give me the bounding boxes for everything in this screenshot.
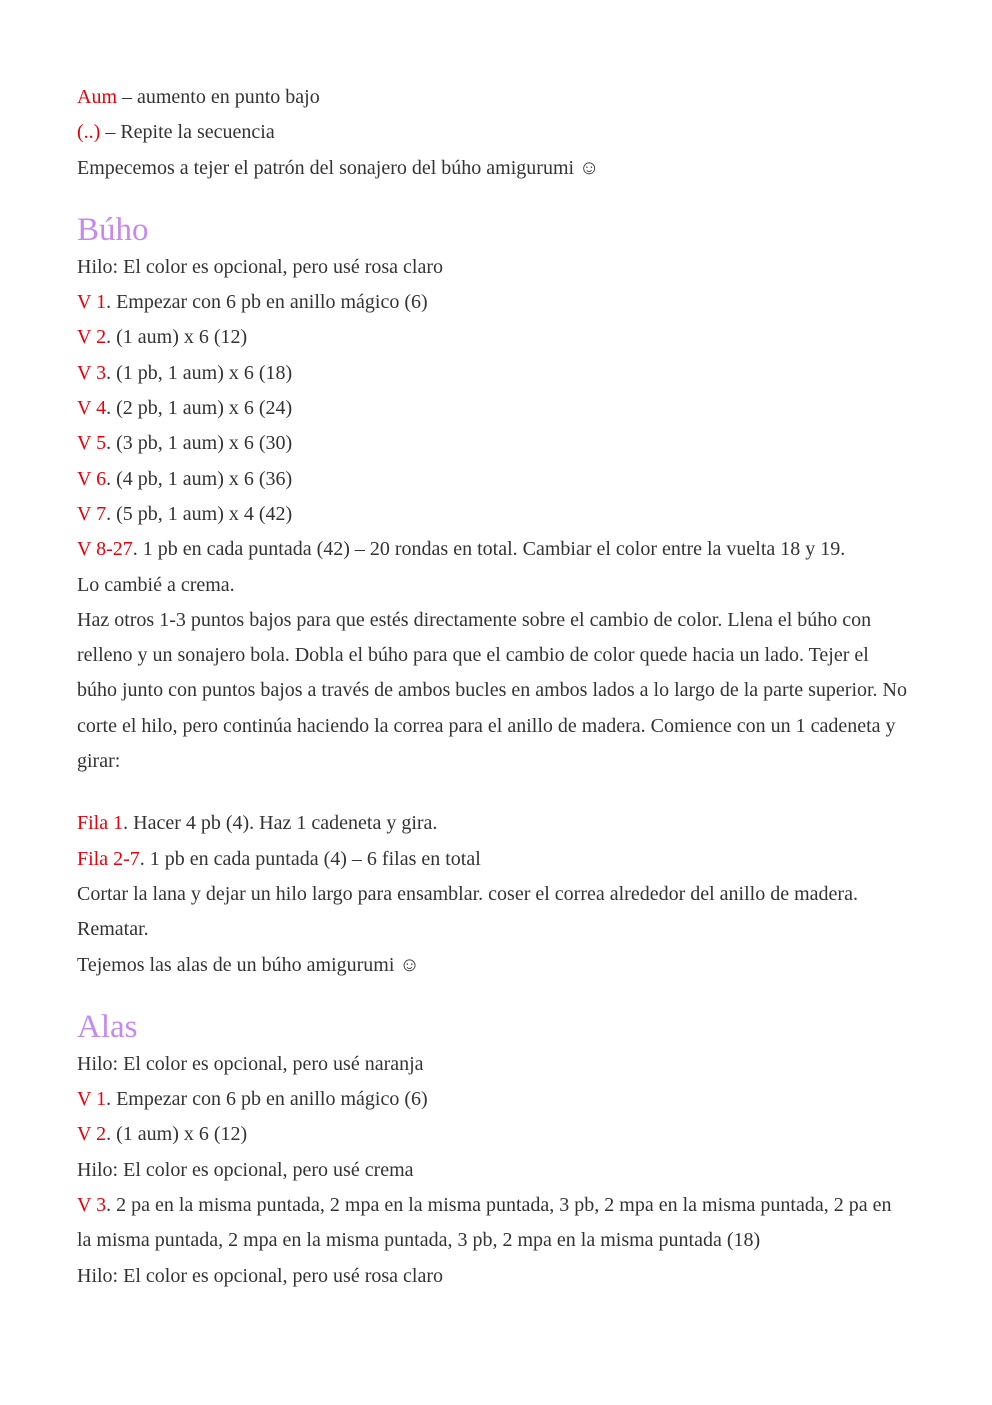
row-label: Fila 2-7 <box>77 847 140 870</box>
round-item <box>77 391 907 426</box>
round-label: V 7 <box>77 502 107 525</box>
round-item <box>77 356 907 391</box>
row-item <box>77 806 907 841</box>
row-item <box>77 842 907 877</box>
yarn-note: Hilo: El color es opcional, pero usé rosa claro <box>77 1264 443 1287</box>
row-text: . 1 pb en cada puntada (4) – 6 filas en total <box>139 847 481 870</box>
round-label: V 1 <box>77 291 107 314</box>
color-change-note: Lo cambié a crema. <box>77 573 235 596</box>
yarn-note: Hilo: El color es opcional, pero usé rosa claro <box>77 255 443 278</box>
round-label: V 6 <box>77 467 107 490</box>
round-item <box>77 462 907 497</box>
round-label: V 5 <box>77 432 107 455</box>
legend-desc: – Repite la secuencia <box>100 121 275 144</box>
round-item <box>77 1082 907 1117</box>
next-section-intro: Tejemos las alas de un búho amigurumi ☺ <box>77 953 420 976</box>
round-item <box>77 320 907 355</box>
round-text: . (4 pb, 1 aum) x 6 (36) <box>106 467 293 490</box>
yarn-note: Hilo: El color es opcional, pero usé crema <box>77 1158 414 1181</box>
round-item <box>77 1117 907 1152</box>
legend-key: Aum <box>77 86 117 108</box>
round-text: . (3 pb, 1 aum) x 6 (30) <box>106 432 293 455</box>
row-label: Fila 1 <box>77 812 124 835</box>
section-title-buho: Búho <box>77 211 149 248</box>
instructions-paragraph: Haz otros 1-3 puntos bajos para que estés directamente sobre el cambio de color. Llena el búho con relleno y un sonajero bola. Dobla el búho para que el cambio de color quede hacia un lado. Tejer el búho junto con puntos bajos a través de ambos bucles en ambos lados a lo largo de la parte superior. No corte el hilo, pero continúa haciendo la correa para el anillo de madera. Comience con un 1 cadeneta y girar: <box>77 608 907 773</box>
round-label: V 2 <box>77 1123 107 1146</box>
spacer <box>77 779 907 806</box>
round-label: V 1 <box>77 1088 107 1111</box>
round-item <box>77 497 907 532</box>
round-text: . (1 aum) x 6 (12) <box>106 326 248 349</box>
round-label: V 3 <box>77 361 107 384</box>
round-text: . 1 pb en cada puntada (42) – 20 rondas en total. Cambiar el color entre la vuelta 18 y 19. <box>132 538 846 561</box>
round-text: . 2 pa en la misma puntada, 2 mpa en la misma puntada, 3 pb, 2 mpa en la misma puntada, 2 pa en la misma puntada, 2 mpa en la misma puntada, 3 pb, 2 mpa en la misma puntada (18) <box>77 1194 892 1252</box>
round-text: . (5 pb, 1 aum) x 4 (42) <box>106 502 293 525</box>
round-label: V 4 <box>77 397 107 420</box>
round-item <box>77 426 907 461</box>
legend-desc: – aumento en punto bajo <box>117 86 320 108</box>
legend-item-repeat <box>77 115 907 150</box>
round-text: . Empezar con 6 pb en anillo mágico (6) <box>106 291 428 314</box>
yarn-note: Hilo: El color es opcional, pero usé naranja <box>77 1052 424 1075</box>
round-item <box>77 1188 907 1259</box>
round-item <box>77 285 907 320</box>
round-label: V 2 <box>77 326 107 349</box>
round-label: V 8-27 <box>77 538 133 561</box>
round-text: . (1 aum) x 6 (12) <box>106 1123 248 1146</box>
section-title-alas: Alas <box>77 1008 138 1045</box>
intro-text: Empecemos a tejer el patrón del sonajero del búho amigurumi ☺ <box>77 156 600 179</box>
round-text: . (2 pb, 1 aum) x 6 (24) <box>106 397 293 420</box>
legend-item-aum <box>77 80 907 115</box>
round-label: V 3 <box>77 1194 107 1217</box>
row-text: . Hacer 4 pb (4). Haz 1 cadeneta y gira. <box>123 812 438 835</box>
legend-key: (..) <box>77 121 101 144</box>
round-item <box>77 532 907 567</box>
round-text: . (1 pb, 1 aum) x 6 (18) <box>106 361 293 384</box>
round-text: . Empezar con 6 pb en anillo mágico (6) <box>106 1088 428 1111</box>
finish-paragraph: Cortar la lana y dejar un hilo largo para ensamblar. coser el correa alrededor del anillo de madera. Rematar. <box>77 882 858 941</box>
document-page <box>77 80 907 1294</box>
